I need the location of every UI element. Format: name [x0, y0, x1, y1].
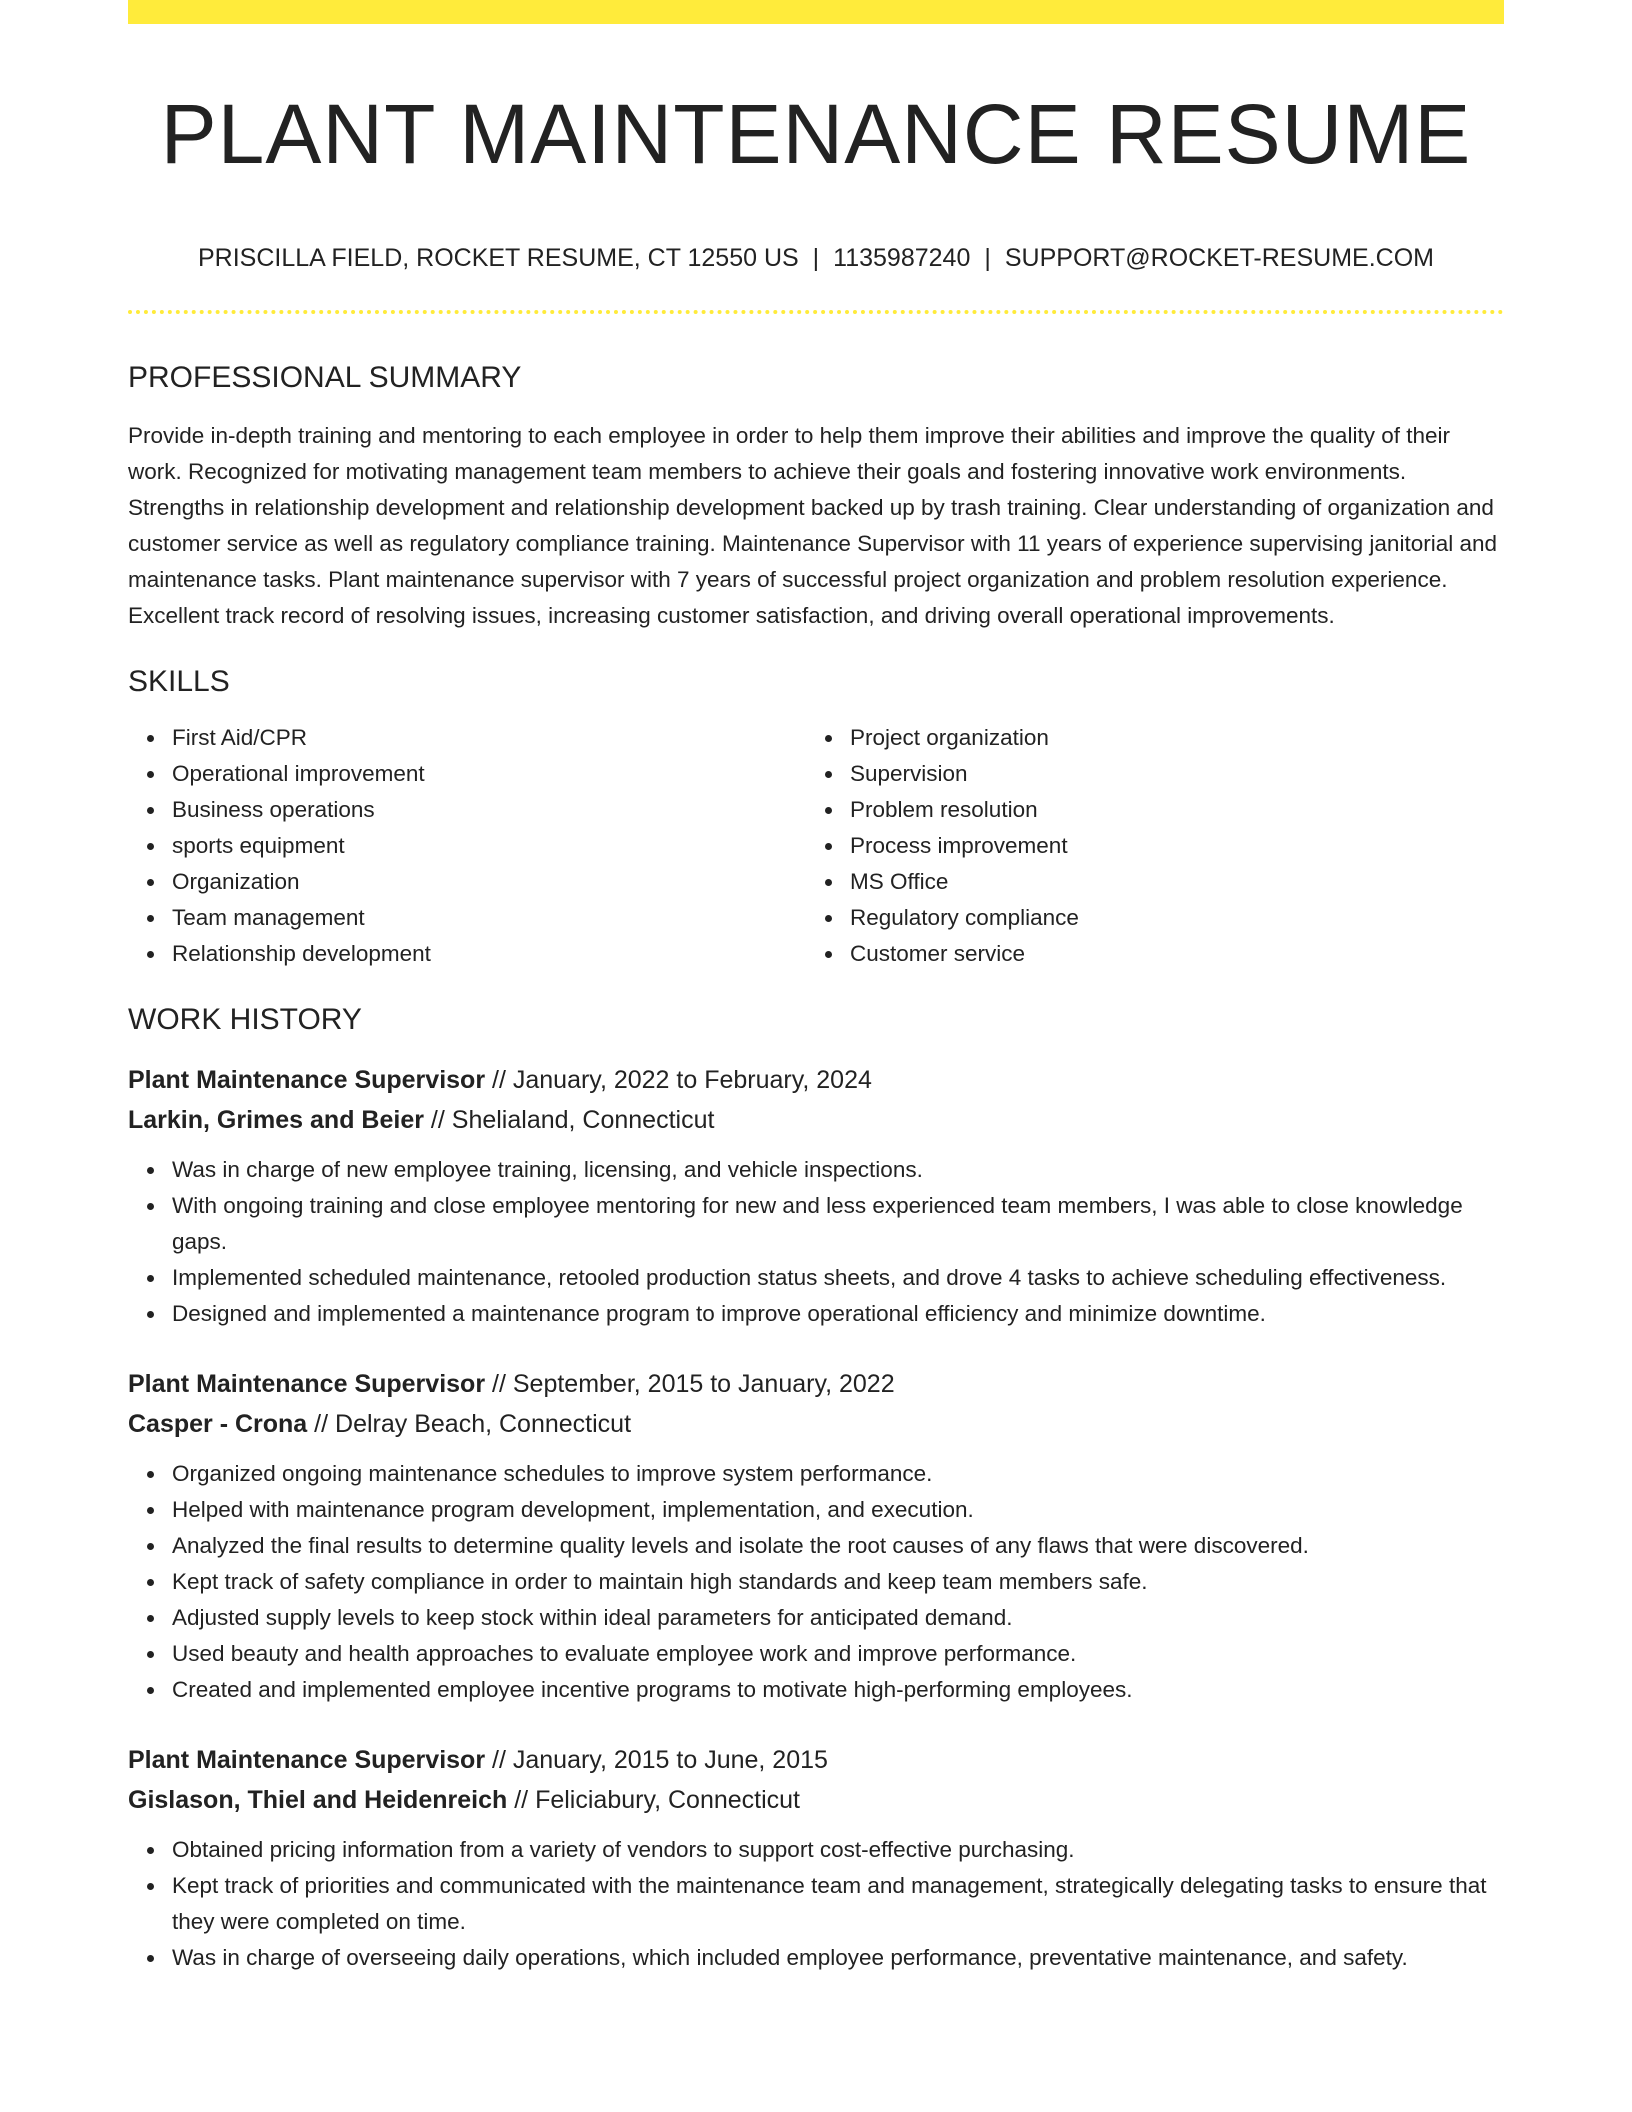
skill-item: Team management [172, 900, 806, 936]
work-history-heading: WORK HISTORY [128, 1003, 362, 1036]
skills-grid [128, 720, 1504, 972]
skill-item: sports equipment [172, 828, 806, 864]
skills-column-left [128, 720, 806, 972]
skill-item: Project organization [850, 720, 1484, 756]
job-company-line [128, 1780, 1504, 1820]
skill-item: Business operations [172, 792, 806, 828]
job-bullet: Designed and implemented a maintenance program to improve operational efficiency and minimize downtime. [172, 1296, 1504, 1332]
job-entry [128, 1060, 1504, 1332]
dotted-divider [128, 310, 1504, 314]
job-bullet: With ongoing training and close employee mentoring for new and less experienced team members, I was able to close knowledge gaps. [172, 1188, 1504, 1260]
date-separator: // [430, 1106, 445, 1134]
job-bullet: Obtained pricing information from a variety of vendors to support cost-effective purchasing. [172, 1832, 1504, 1868]
job-dates: September, 2015 to January, 2022 [512, 1370, 895, 1398]
contact-email: SUPPORT@ROCKET-RESUME.COM [1004, 244, 1434, 272]
skills-heading: SKILLS [128, 665, 230, 698]
job-location: Shelialand, Connecticut [451, 1106, 715, 1134]
contact-separator: | [984, 244, 991, 272]
job-dates: January, 2015 to June, 2015 [512, 1746, 828, 1774]
skill-item: Relationship development [172, 936, 806, 972]
summary-text: Provide in-depth training and mentoring to each employee in order to help them improve their abilities and improve the quality of their work. Recognized for motivating management team members to achieve their goals and fostering innovative work environments. Strengths in relationship development and relationship development backed up by trash training. Clear understanding of organization and customer service as well as regulatory compliance training. Maintenance Supervisor with 11 years of experience supervising janitorial and maintenance tasks. Plant maintenance supervisor with 7 years of successful project organization and problem resolution experience. Excellent track record of resolving issues, increasing customer satisfaction, and driving overall operational improvements. [128, 423, 1498, 628]
job-bullet: Created and implemented employee incentive programs to motivate high-performing employees. [172, 1672, 1504, 1708]
job-title-line [128, 1364, 1504, 1404]
job-bullet: Adjusted supply levels to keep stock within ideal parameters for anticipated demand. [172, 1600, 1504, 1636]
job-company: Gislason, Thiel and Heidenreich [128, 1786, 508, 1814]
job-company: Casper - Crona [128, 1410, 308, 1438]
skills-column-right [806, 720, 1484, 972]
job-title: Plant Maintenance Supervisor [128, 1746, 486, 1774]
job-bullet: Used beauty and health approaches to evaluate employee work and improve performance. [172, 1636, 1504, 1672]
job-company-line [128, 1100, 1504, 1140]
job-bullet: Kept track of safety compliance in order to maintain high standards and keep team members safe. [172, 1564, 1504, 1600]
job-company: Larkin, Grimes and Beier [128, 1106, 424, 1134]
skill-item: Regulatory compliance [850, 900, 1484, 936]
job-bullets [128, 1152, 1504, 1332]
date-separator: // [514, 1786, 529, 1814]
skill-item: Supervision [850, 756, 1484, 792]
skills-list-left [128, 720, 806, 972]
skill-item: Operational improvement [172, 756, 806, 792]
job-entry [128, 1740, 1504, 1976]
skill-item: Problem resolution [850, 792, 1484, 828]
job-bullet: Implemented scheduled maintenance, retooled production status sheets, and drove 4 tasks to achieve scheduling effectiveness. [172, 1260, 1504, 1296]
job-bullet: Analyzed the final results to determine quality levels and isolate the root causes of any flaws that were discovered. [172, 1528, 1504, 1564]
date-separator: // [492, 1066, 506, 1094]
accent-top-bar [128, 0, 1504, 24]
job-location: Feliciabury, Connecticut [535, 1786, 801, 1814]
job-bullet: Was in charge of overseeing daily operations, which included employee performance, preventative maintenance, and safety. [172, 1940, 1504, 1976]
resume-page [128, 0, 1504, 1976]
date-separator: // [492, 1370, 506, 1398]
job-company-line [128, 1404, 1504, 1444]
job-title: Plant Maintenance Supervisor [128, 1066, 486, 1094]
contact-line [128, 242, 1504, 274]
job-location: Delray Beach, Connecticut [335, 1410, 632, 1438]
date-separator: // [314, 1410, 329, 1438]
skills-list-right [806, 720, 1484, 972]
contact-address: PRISCILLA FIELD, ROCKET RESUME, CT 12550 US [198, 244, 799, 272]
job-bullet: Was in charge of new employee training, licensing, and vehicle inspections. [172, 1152, 1504, 1188]
skill-item: First Aid/CPR [172, 720, 806, 756]
contact-phone: 1135987240 [833, 244, 971, 272]
job-bullets [128, 1456, 1504, 1708]
skill-item: Organization [172, 864, 806, 900]
skill-item: Customer service [850, 936, 1484, 972]
contact-separator: | [812, 244, 820, 272]
job-title: Plant Maintenance Supervisor [128, 1370, 486, 1398]
job-bullets [128, 1832, 1504, 1976]
skill-item: MS Office [850, 864, 1484, 900]
job-title-line [128, 1740, 1504, 1780]
date-separator: // [492, 1746, 506, 1774]
skill-item: Process improvement [850, 828, 1484, 864]
resume-title: PLANT MAINTENANCE RESUME [160, 87, 1472, 181]
job-entry [128, 1364, 1504, 1708]
job-title-line [128, 1060, 1504, 1100]
job-bullet: Organized ongoing maintenance schedules to improve system performance. [172, 1456, 1504, 1492]
job-bullet: Helped with maintenance program development, implementation, and execution. [172, 1492, 1504, 1528]
job-bullet: Kept track of priorities and communicated with the maintenance team and management, strategically delegating tasks to ensure that they were completed on time. [172, 1868, 1504, 1940]
summary-heading: PROFESSIONAL SUMMARY [128, 361, 522, 394]
job-dates: January, 2022 to February, 2024 [512, 1066, 872, 1094]
